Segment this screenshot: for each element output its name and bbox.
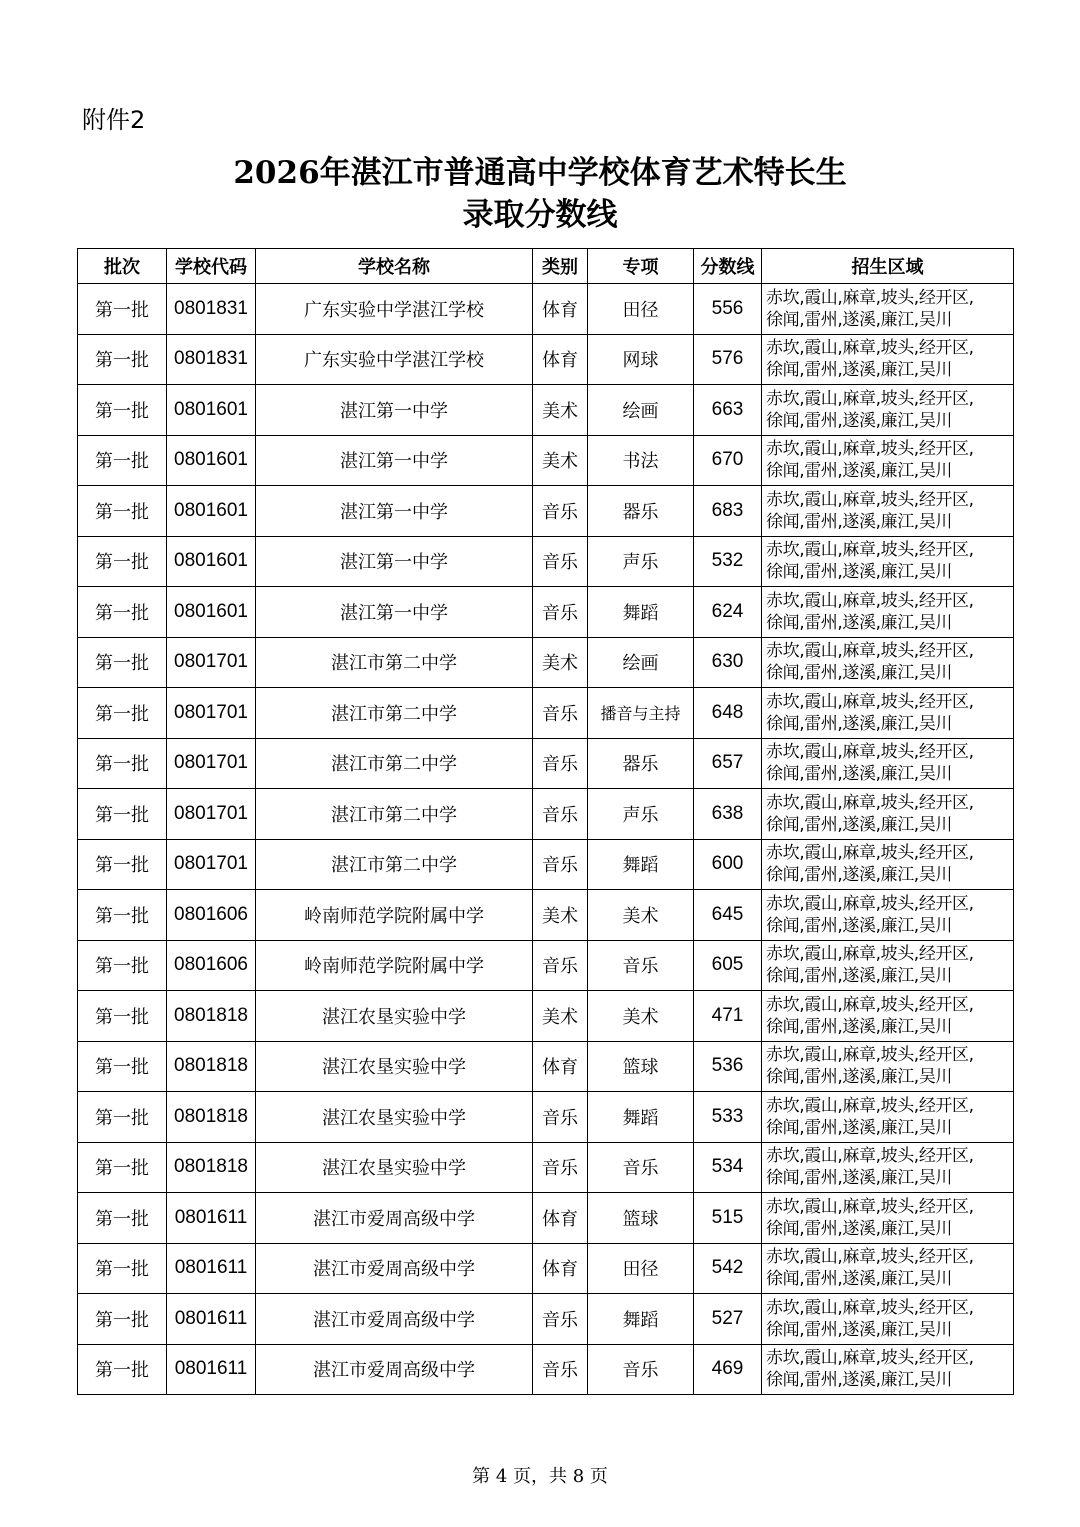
category-cell: 音乐 xyxy=(533,940,588,991)
category-cell: 音乐 xyxy=(533,536,588,587)
category-cell: 音乐 xyxy=(533,839,588,890)
region-line: 赤坎,霞山,麻章,坡头,经开区, xyxy=(766,691,974,712)
school-code-cell: 0801606 xyxy=(167,940,256,991)
specialty-cell: 网球 xyxy=(588,334,694,385)
score-cell: 542 xyxy=(694,1243,762,1294)
region-line: 徐闻,雷州,遂溪,廉江,吴川 xyxy=(766,511,953,532)
column-header-region: 招生区域 xyxy=(762,249,1014,284)
specialty-cell: 田径 xyxy=(588,284,694,335)
region-cell xyxy=(762,435,1014,486)
table-row xyxy=(78,789,1014,840)
region-line: 徐闻,雷州,遂溪,廉江,吴川 xyxy=(766,562,953,583)
region-line: 徐闻,雷州,遂溪,廉江,吴川 xyxy=(766,1016,953,1037)
school-code-cell: 0801611 xyxy=(167,1344,256,1395)
category-cell: 体育 xyxy=(533,284,588,335)
score-cell: 638 xyxy=(694,789,762,840)
score-cell: 532 xyxy=(694,536,762,587)
school-name-cell: 湛江农垦实验中学 xyxy=(256,991,533,1042)
specialty-cell: 播音与主持 xyxy=(588,688,694,739)
region-line: 赤坎,霞山,麻章,坡头,经开区, xyxy=(766,843,974,864)
school-code-cell: 0801611 xyxy=(167,1294,256,1345)
region-line: 赤坎,霞山,麻章,坡头,经开区, xyxy=(766,338,974,359)
column-header-score: 分数线 xyxy=(694,249,762,284)
batch-cell: 第一批 xyxy=(78,1142,167,1193)
region-cell xyxy=(762,940,1014,991)
table-row xyxy=(78,435,1014,486)
specialty-cell: 美术 xyxy=(588,890,694,941)
specialty-cell: 舞蹈 xyxy=(588,1092,694,1143)
batch-cell: 第一批 xyxy=(78,385,167,436)
table-row xyxy=(78,1142,1014,1193)
column-header-school-code: 学校代码 xyxy=(167,249,256,284)
region-line: 赤坎,霞山,麻章,坡头,经开区, xyxy=(766,1045,974,1066)
region-line: 赤坎,霞山,麻章,坡头,经开区, xyxy=(766,540,974,561)
school-name-cell: 广东实验中学湛江学校 xyxy=(256,284,533,335)
region-cell xyxy=(762,637,1014,688)
score-cell: 624 xyxy=(694,587,762,638)
school-code-cell: 0801601 xyxy=(167,486,256,537)
category-cell: 美术 xyxy=(533,637,588,688)
region-line: 赤坎,霞山,麻章,坡头,经开区, xyxy=(766,641,974,662)
region-line: 徐闻,雷州,遂溪,廉江,吴川 xyxy=(766,713,953,734)
school-name-cell: 湛江市第二中学 xyxy=(256,839,533,890)
specialty-cell: 声乐 xyxy=(588,536,694,587)
region-cell xyxy=(762,890,1014,941)
category-cell: 体育 xyxy=(533,334,588,385)
table-header-row xyxy=(78,249,1014,284)
region-line: 徐闻,雷州,遂溪,廉江,吴川 xyxy=(766,410,953,431)
batch-cell: 第一批 xyxy=(78,940,167,991)
specialty-cell: 美术 xyxy=(588,991,694,1042)
school-name-cell: 岭南师范学院附属中学 xyxy=(256,940,533,991)
category-cell: 美术 xyxy=(533,385,588,436)
region-line: 徐闻,雷州,遂溪,廉江,吴川 xyxy=(766,309,953,330)
score-cell: 556 xyxy=(694,284,762,335)
score-cell: 471 xyxy=(694,991,762,1042)
school-code-cell: 0801601 xyxy=(167,587,256,638)
region-cell xyxy=(762,991,1014,1042)
region-line: 赤坎,霞山,麻章,坡头,经开区, xyxy=(766,1348,974,1369)
region-line: 徐闻,雷州,遂溪,廉江,吴川 xyxy=(766,764,953,785)
region-line: 赤坎,霞山,麻章,坡头,经开区, xyxy=(766,590,974,611)
score-cell: 576 xyxy=(694,334,762,385)
score-cell: 670 xyxy=(694,435,762,486)
region-cell xyxy=(762,284,1014,335)
page-number: 第 4 页，共 8 页 xyxy=(472,1466,608,1487)
school-name-cell: 湛江市第二中学 xyxy=(256,789,533,840)
category-cell: 美术 xyxy=(533,991,588,1042)
school-code-cell: 0801701 xyxy=(167,789,256,840)
table-row xyxy=(78,890,1014,941)
score-cell: 515 xyxy=(694,1193,762,1244)
school-code-cell: 0801701 xyxy=(167,839,256,890)
document-subtitle: 录取分数线 xyxy=(462,197,618,233)
column-header-specialty: 专项 xyxy=(588,249,694,284)
region-cell xyxy=(762,1344,1014,1395)
school-code-cell: 0801611 xyxy=(167,1243,256,1294)
batch-cell: 第一批 xyxy=(78,839,167,890)
specialty-cell: 田径 xyxy=(588,1243,694,1294)
category-cell: 美术 xyxy=(533,890,588,941)
table-row xyxy=(78,1193,1014,1244)
school-code-cell: 0801818 xyxy=(167,1092,256,1143)
specialty-cell: 篮球 xyxy=(588,1041,694,1092)
table-row xyxy=(78,738,1014,789)
region-cell xyxy=(762,1092,1014,1143)
region-line: 赤坎,霞山,麻章,坡头,经开区, xyxy=(766,1297,974,1318)
region-cell xyxy=(762,1193,1014,1244)
category-cell: 音乐 xyxy=(533,486,588,537)
table-row xyxy=(78,1344,1014,1395)
batch-cell: 第一批 xyxy=(78,1041,167,1092)
region-line: 赤坎,霞山,麻章,坡头,经开区, xyxy=(766,893,974,914)
region-cell xyxy=(762,536,1014,587)
school-code-cell: 0801701 xyxy=(167,688,256,739)
school-name-cell: 湛江市爱周高级中学 xyxy=(256,1193,533,1244)
batch-cell: 第一批 xyxy=(78,991,167,1042)
batch-cell: 第一批 xyxy=(78,738,167,789)
school-code-cell: 0801831 xyxy=(167,284,256,335)
category-cell: 音乐 xyxy=(533,1344,588,1395)
table-row xyxy=(78,991,1014,1042)
region-cell xyxy=(762,1243,1014,1294)
table-row xyxy=(78,536,1014,587)
specialty-cell: 绘画 xyxy=(588,637,694,688)
batch-cell: 第一批 xyxy=(78,1294,167,1345)
school-name-cell: 湛江第一中学 xyxy=(256,536,533,587)
batch-cell: 第一批 xyxy=(78,334,167,385)
school-name-cell: 湛江第一中学 xyxy=(256,587,533,638)
table-row xyxy=(78,385,1014,436)
region-line: 徐闻,雷州,遂溪,廉江,吴川 xyxy=(766,612,953,633)
region-line: 赤坎,霞山,麻章,坡头,经开区, xyxy=(766,388,974,409)
document-title: 2026年湛江市普通高中学校体育艺术特长生 xyxy=(233,155,847,191)
school-name-cell: 湛江农垦实验中学 xyxy=(256,1041,533,1092)
category-cell: 音乐 xyxy=(533,1294,588,1345)
region-line: 徐闻,雷州,遂溪,廉江,吴川 xyxy=(766,1067,953,1088)
region-line: 徐闻,雷州,遂溪,廉江,吴川 xyxy=(766,966,953,987)
school-code-cell: 0801831 xyxy=(167,334,256,385)
batch-cell: 第一批 xyxy=(78,789,167,840)
table-row xyxy=(78,284,1014,335)
school-code-cell: 0801601 xyxy=(167,385,256,436)
region-line: 徐闻,雷州,遂溪,廉江,吴川 xyxy=(766,1168,953,1189)
score-cell: 657 xyxy=(694,738,762,789)
region-line: 赤坎,霞山,麻章,坡头,经开区, xyxy=(766,287,974,308)
school-name-cell: 湛江市第二中学 xyxy=(256,637,533,688)
region-cell xyxy=(762,334,1014,385)
batch-cell: 第一批 xyxy=(78,890,167,941)
specialty-cell: 篮球 xyxy=(588,1193,694,1244)
specialty-cell: 舞蹈 xyxy=(588,1294,694,1345)
table-row xyxy=(78,688,1014,739)
school-name-cell: 湛江第一中学 xyxy=(256,435,533,486)
score-cell: 663 xyxy=(694,385,762,436)
region-cell xyxy=(762,385,1014,436)
category-cell: 音乐 xyxy=(533,688,588,739)
batch-cell: 第一批 xyxy=(78,486,167,537)
batch-cell: 第一批 xyxy=(78,1243,167,1294)
score-cell: 630 xyxy=(694,637,762,688)
school-code-cell: 0801701 xyxy=(167,637,256,688)
region-line: 徐闻,雷州,遂溪,廉江,吴川 xyxy=(766,1269,953,1290)
region-line: 徐闻,雷州,遂溪,廉江,吴川 xyxy=(766,915,953,936)
region-line: 赤坎,霞山,麻章,坡头,经开区, xyxy=(766,742,974,763)
school-name-cell: 广东实验中学湛江学校 xyxy=(256,334,533,385)
region-line: 徐闻,雷州,遂溪,廉江,吴川 xyxy=(766,360,953,381)
score-cell: 536 xyxy=(694,1041,762,1092)
category-cell: 音乐 xyxy=(533,1092,588,1143)
region-cell xyxy=(762,738,1014,789)
region-line: 赤坎,霞山,麻章,坡头,经开区, xyxy=(766,1247,974,1268)
score-cell: 645 xyxy=(694,890,762,941)
table-row xyxy=(78,839,1014,890)
category-cell: 体育 xyxy=(533,1243,588,1294)
region-line: 徐闻,雷州,遂溪,廉江,吴川 xyxy=(766,1319,953,1340)
school-name-cell: 湛江市爱周高级中学 xyxy=(256,1243,533,1294)
specialty-cell: 音乐 xyxy=(588,1142,694,1193)
region-line: 赤坎,霞山,麻章,坡头,经开区, xyxy=(766,792,974,813)
region-cell xyxy=(762,789,1014,840)
region-cell xyxy=(762,839,1014,890)
table-row xyxy=(78,940,1014,991)
table-row xyxy=(78,486,1014,537)
region-line: 赤坎,霞山,麻章,坡头,经开区, xyxy=(766,944,974,965)
region-cell xyxy=(762,587,1014,638)
score-cell: 527 xyxy=(694,1294,762,1345)
region-line: 徐闻,雷州,遂溪,廉江,吴川 xyxy=(766,1370,953,1391)
score-cell: 605 xyxy=(694,940,762,991)
specialty-cell: 音乐 xyxy=(588,940,694,991)
table-row xyxy=(78,637,1014,688)
category-cell: 美术 xyxy=(533,435,588,486)
specialty-cell: 书法 xyxy=(588,435,694,486)
batch-cell: 第一批 xyxy=(78,587,167,638)
column-header-category: 类别 xyxy=(533,249,588,284)
region-cell xyxy=(762,688,1014,739)
batch-cell: 第一批 xyxy=(78,284,167,335)
region-line: 徐闻,雷州,遂溪,廉江,吴川 xyxy=(766,814,953,835)
attachment-label: 附件2 xyxy=(82,106,146,134)
school-name-cell: 湛江市爱周高级中学 xyxy=(256,1344,533,1395)
category-cell: 音乐 xyxy=(533,738,588,789)
score-cell: 534 xyxy=(694,1142,762,1193)
specialty-cell: 器乐 xyxy=(588,486,694,537)
column-header-school-name: 学校名称 xyxy=(256,249,533,284)
school-name-cell: 湛江第一中学 xyxy=(256,385,533,436)
table-row xyxy=(78,334,1014,385)
region-line: 赤坎,霞山,麻章,坡头,经开区, xyxy=(766,1196,974,1217)
school-name-cell: 湛江第一中学 xyxy=(256,486,533,537)
table-row xyxy=(78,1092,1014,1143)
batch-cell: 第一批 xyxy=(78,435,167,486)
category-cell: 体育 xyxy=(533,1041,588,1092)
school-name-cell: 湛江农垦实验中学 xyxy=(256,1142,533,1193)
batch-cell: 第一批 xyxy=(78,637,167,688)
region-line: 赤坎,霞山,麻章,坡头,经开区, xyxy=(766,439,974,460)
region-line: 赤坎,霞山,麻章,坡头,经开区, xyxy=(766,1095,974,1116)
score-cell: 469 xyxy=(694,1344,762,1395)
region-line: 赤坎,霞山,麻章,坡头,经开区, xyxy=(766,489,974,510)
table-row xyxy=(78,587,1014,638)
category-cell: 体育 xyxy=(533,1193,588,1244)
region-cell xyxy=(762,1142,1014,1193)
score-cell: 600 xyxy=(694,839,762,890)
specialty-cell: 绘画 xyxy=(588,385,694,436)
school-name-cell: 岭南师范学院附属中学 xyxy=(256,890,533,941)
specialty-cell: 舞蹈 xyxy=(588,587,694,638)
school-code-cell: 0801701 xyxy=(167,738,256,789)
batch-cell: 第一批 xyxy=(78,1344,167,1395)
school-name-cell: 湛江市第二中学 xyxy=(256,738,533,789)
batch-cell: 第一批 xyxy=(78,1092,167,1143)
table-row xyxy=(78,1294,1014,1345)
batch-cell: 第一批 xyxy=(78,688,167,739)
region-line: 徐闻,雷州,遂溪,廉江,吴川 xyxy=(766,1218,953,1239)
school-name-cell: 湛江农垦实验中学 xyxy=(256,1092,533,1143)
school-code-cell: 0801601 xyxy=(167,435,256,486)
batch-cell: 第一批 xyxy=(78,1193,167,1244)
table-row xyxy=(78,1041,1014,1092)
region-line: 徐闻,雷州,遂溪,廉江,吴川 xyxy=(766,663,953,684)
region-line: 徐闻,雷州,遂溪,廉江,吴川 xyxy=(766,865,953,886)
category-cell: 音乐 xyxy=(533,789,588,840)
school-code-cell: 0801818 xyxy=(167,991,256,1042)
column-header-batch: 批次 xyxy=(78,249,167,284)
school-code-cell: 0801601 xyxy=(167,536,256,587)
score-cell: 683 xyxy=(694,486,762,537)
table-row xyxy=(78,1243,1014,1294)
category-cell: 音乐 xyxy=(533,587,588,638)
region-cell xyxy=(762,486,1014,537)
school-name-cell: 湛江市爱周高级中学 xyxy=(256,1294,533,1345)
region-line: 徐闻,雷州,遂溪,廉江,吴川 xyxy=(766,461,953,482)
admission-score-table xyxy=(77,248,1014,1395)
school-name-cell: 湛江市第二中学 xyxy=(256,688,533,739)
region-line: 赤坎,霞山,麻章,坡头,经开区, xyxy=(766,994,974,1015)
school-code-cell: 0801606 xyxy=(167,890,256,941)
specialty-cell: 声乐 xyxy=(588,789,694,840)
specialty-cell: 舞蹈 xyxy=(588,839,694,890)
specialty-cell: 音乐 xyxy=(588,1344,694,1395)
school-code-cell: 0801818 xyxy=(167,1142,256,1193)
school-code-cell: 0801818 xyxy=(167,1041,256,1092)
region-line: 徐闻,雷州,遂溪,廉江,吴川 xyxy=(766,1117,953,1138)
region-line: 赤坎,霞山,麻章,坡头,经开区, xyxy=(766,1146,974,1167)
category-cell: 音乐 xyxy=(533,1142,588,1193)
region-cell xyxy=(762,1041,1014,1092)
batch-cell: 第一批 xyxy=(78,536,167,587)
school-code-cell: 0801611 xyxy=(167,1193,256,1244)
region-cell xyxy=(762,1294,1014,1345)
specialty-cell: 器乐 xyxy=(588,738,694,789)
score-cell: 648 xyxy=(694,688,762,739)
score-cell: 533 xyxy=(694,1092,762,1143)
